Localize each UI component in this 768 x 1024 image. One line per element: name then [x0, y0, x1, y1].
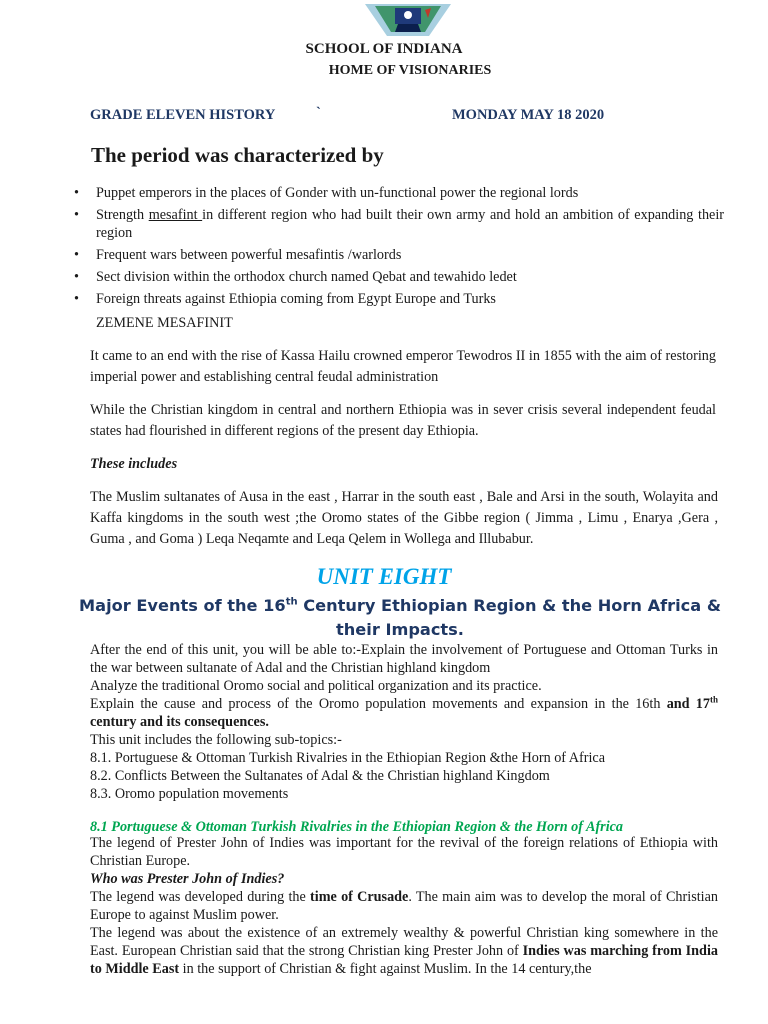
- stray-tick: `: [316, 105, 321, 121]
- unit-objectives: [90, 641, 718, 803]
- unit-title: UNIT EIGHT: [316, 564, 452, 589]
- body-paragraph: The legend was about the existence of an extremely wealthy & powerful Christian king somewhere in the East. European Christian said that the strong Christian king Prester John of Indies was marching from India to Middle East in the support of Christian & fight against Muslim. In the 14 century,the: [90, 925, 718, 977]
- school-name: SCHOOL OF INDIANA: [305, 41, 463, 57]
- list-item: • Strength mesafint in different region who had built their own army and hold an ambition of expanding their region: [74, 207, 725, 241]
- paragraph-sultanates: The Muslim sultanates of Ausa in the east , Harrar in the south east , Bale and Arsi in the south, Wolayita and Kaffa kingdoms in the south west ;the Oromo states of the Gibbe region ( Jimma , Limu , Enarya ,Gera , Guma , and Goma ) Leqa Neqamte and Leqa Qelem in Wollega and Illubabur.: [90, 489, 718, 547]
- objective-line: Explain the cause and process of the Oromo population movements and expansion in the 16th and 17th century and its consequences.: [90, 694, 719, 730]
- subtopics-intro: This unit includes the following sub-topics:-: [90, 732, 342, 748]
- subtopic-item: 8.3. Oromo population movements: [90, 786, 289, 802]
- these-includes-label: These includes: [90, 456, 178, 472]
- zemene-label: ZEMENE MESAFINIT: [96, 315, 233, 331]
- school-logo: [365, 0, 451, 38]
- body-paragraph: The legend was developed during the time of Crusade. The main aim was to develop the moral of Christian Europe to against Muslim power.: [90, 889, 718, 923]
- section-8-1-body: [90, 834, 718, 978]
- bullet-icon: •: [74, 269, 79, 285]
- list-item: • Puppet emperors in the places of Gonder with un-functional power the regional lords: [74, 185, 579, 201]
- bullet-icon: •: [74, 291, 79, 307]
- section-heading: The period was characterized by: [91, 143, 384, 167]
- characteristics-list: [74, 184, 724, 312]
- date-label: MONDAY MAY 18 2020: [452, 107, 605, 123]
- list-item: • Frequent wars between powerful mesafintis /warlords: [74, 247, 402, 263]
- bullet-icon: •: [74, 247, 79, 263]
- school-motto: HOME OF VISIONARIES: [328, 63, 492, 78]
- objective-line: After the end of this unit, you will be able to:-Explain the involvement of Portuguese and Ottoman Turks in the war between sultanate of Adal and the Christian highland kingdom: [90, 642, 718, 676]
- list-item: • Foreign threats against Ethiopia coming from Egypt Europe and Turks: [74, 291, 496, 307]
- bullet-icon: •: [74, 185, 79, 201]
- body-paragraph: The legend of Prester John of Indies was important for the revival of the foreign relations of Ethiopia with Christian Europe.: [90, 835, 718, 869]
- unit-subtitle: Major Events of the 16th Century Ethiopian Region & the Horn Africa & their Impacts.: [79, 596, 721, 639]
- list-item: • Sect division within the orthodox church named Qebat and tewahido ledet: [74, 269, 517, 285]
- paragraph-end-of-era: It came to an end with the rise of Kassa Hailu crowned emperor Tewodros II in 1855 with the aim of restoring imperial power and establishing central feudal administration: [90, 348, 716, 385]
- question-heading: Who was Prester John of Indies?: [90, 871, 285, 887]
- paragraph-feudal-states: While the Christian kingdom in central and northern Ethiopia was in sever crisis several independent feudal states had flourished in different regions of the present day Ethiopia.: [90, 402, 716, 439]
- objective-line: Analyze the traditional Oromo social and political organization and its practice.: [90, 678, 542, 694]
- subtopic-item: 8.2. Conflicts Between the Sultanates of Adal & the Christian highland Kingdom: [90, 768, 550, 784]
- subtopic-item: 8.1. Portuguese & Ottoman Turkish Rivalries in the Ethiopian Region &the Horn of Africa: [90, 750, 606, 766]
- section-8-1-title: 8.1 Portuguese & Ottoman Turkish Rivalries in the Ethiopian Region & the Horn of Africa: [90, 819, 624, 835]
- grade-label: GRADE ELEVEN HISTORY: [90, 107, 276, 123]
- underlined-term: mesafint: [148, 207, 203, 223]
- bullet-icon: •: [74, 207, 79, 223]
